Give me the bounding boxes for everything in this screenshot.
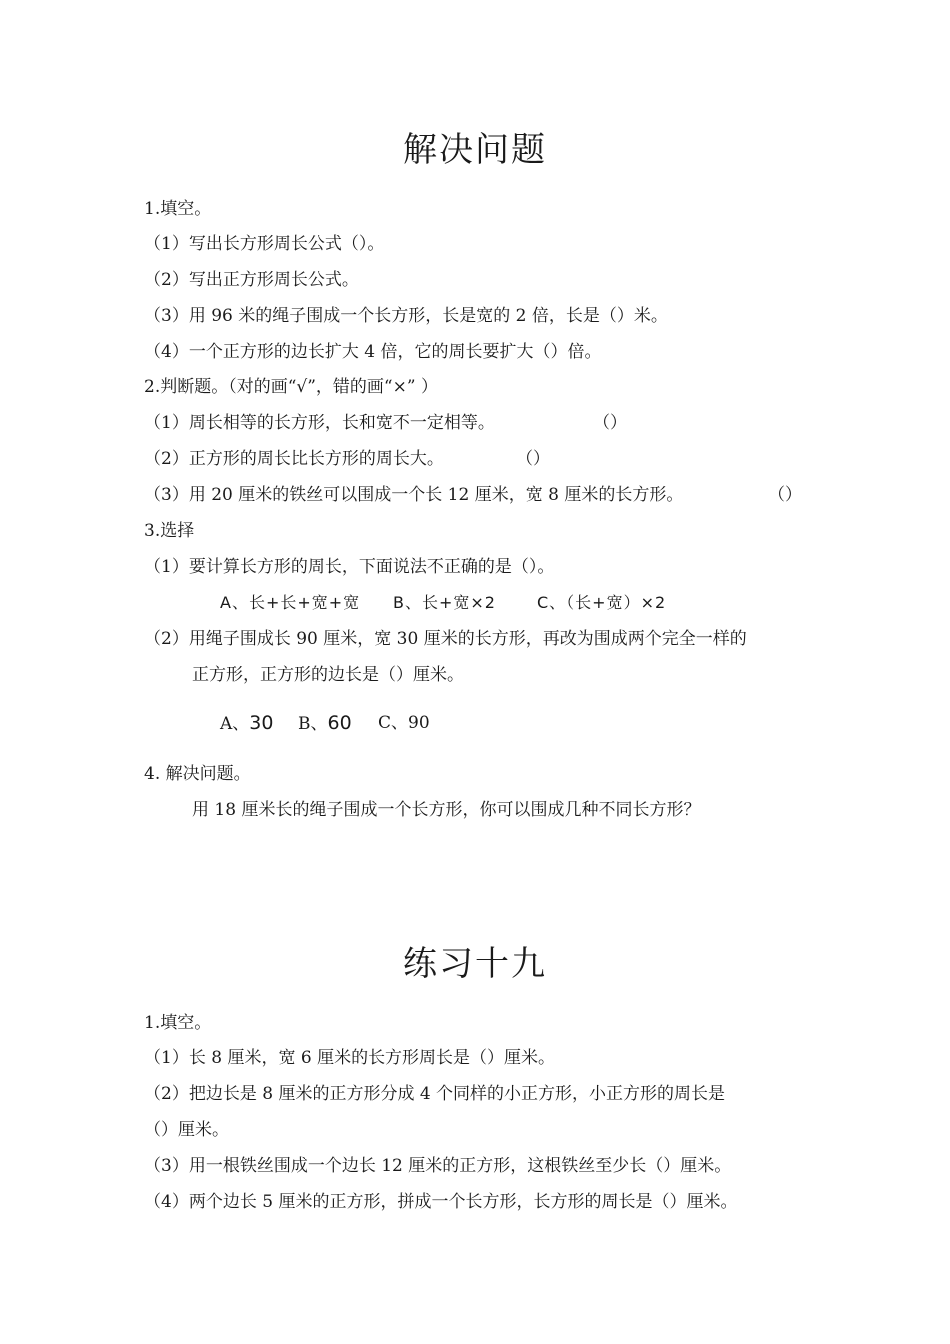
- q3-heading: 3.选择: [144, 521, 195, 541]
- q2-item-1-blank: （）: [593, 413, 627, 433]
- q3-item-2-option-b: [298, 712, 352, 735]
- q1-item-2: （2）写出正方形周长公式。: [144, 270, 359, 290]
- q3-item-2-option-a: [220, 712, 273, 735]
- q1-item-1: （1）写出长方形周长公式（）。: [144, 234, 385, 254]
- s2-q1-item-2: （2）把边长是 8 厘米的正方形分成 4 个同样的小正方形，小正方形的周长是: [144, 1084, 726, 1104]
- q3-item-1-option-c: C、（长+宽）×2: [537, 593, 667, 612]
- q2-item-1: （1）周长相等的长方形，长和宽不一定相等。: [144, 413, 495, 433]
- section1-title: 解决问题: [403, 130, 547, 170]
- q4-heading: 4. 解决问题。: [144, 764, 251, 784]
- q1-heading: 1.填空。: [144, 199, 212, 219]
- q4-text: 用 18 厘米长的绳子围成一个长方形，你可以围成几种不同长方形？: [192, 800, 701, 820]
- s2-q1-item-1: （1）长 8 厘米，宽 6 厘米的长方形周长是（）厘米。: [144, 1048, 556, 1068]
- s2-q1-item-4: （4）两个边长 5 厘米的正方形，拼成一个长方形，长方形的周长是（）厘米。: [144, 1192, 738, 1212]
- q3-item-1: （1）要计算长方形的周长，下面说法不正确的是（）。: [144, 557, 555, 577]
- q3-item-2-option-c: [378, 712, 430, 734]
- option-c-value: 90: [408, 713, 430, 733]
- option-b-value: 60: [327, 712, 352, 734]
- section2-title: 练习十九: [403, 944, 547, 984]
- q3-item-1-option-b: B、长+宽×2: [393, 593, 496, 612]
- q1-item-4: （4）一个正方形的边长扩大 4 倍，它的周长要扩大（）倍。: [144, 342, 602, 362]
- option-b-label: B、: [298, 714, 328, 734]
- s2-q1-item-3: （3）用一根铁丝围成一个边长 12 厘米的正方形，这根铁丝至少长（）厘米。: [144, 1156, 732, 1176]
- q2-item-3: （3）用 20 厘米的铁丝可以围成一个长 12 厘米，宽 8 厘米的长方形。: [144, 485, 684, 505]
- option-a-value: 30: [249, 712, 274, 734]
- s2-q1-heading: 1.填空。: [144, 1013, 212, 1033]
- q2-item-2-blank: （）: [516, 449, 550, 469]
- q1-item-3: （3）用 96 米的绳子围成一个长方形，长是宽的 2 倍，长是（）米。: [144, 306, 668, 326]
- q3-item-2-line2: 正方形，正方形的边长是（）厘米。: [192, 665, 464, 685]
- q2-item-3-blank: （）: [768, 485, 802, 505]
- q3-item-1-option-a: A、长+长+宽+宽: [220, 593, 361, 612]
- s2-q1-item-2-cont: （）厘米。: [144, 1120, 229, 1140]
- q2-heading: 2.判断题。（对的画“√”，错的画“×” ）: [144, 377, 438, 397]
- option-c-label: C、: [378, 713, 409, 733]
- q2-item-2: （2）正方形的周长比长方形的周长大。: [144, 449, 444, 469]
- option-a-label: A、: [220, 714, 250, 734]
- q3-item-2-line1: （2）用绳子围成长 90 厘米，宽 30 厘米的长方形，再改为围成两个完全一样的: [144, 629, 747, 649]
